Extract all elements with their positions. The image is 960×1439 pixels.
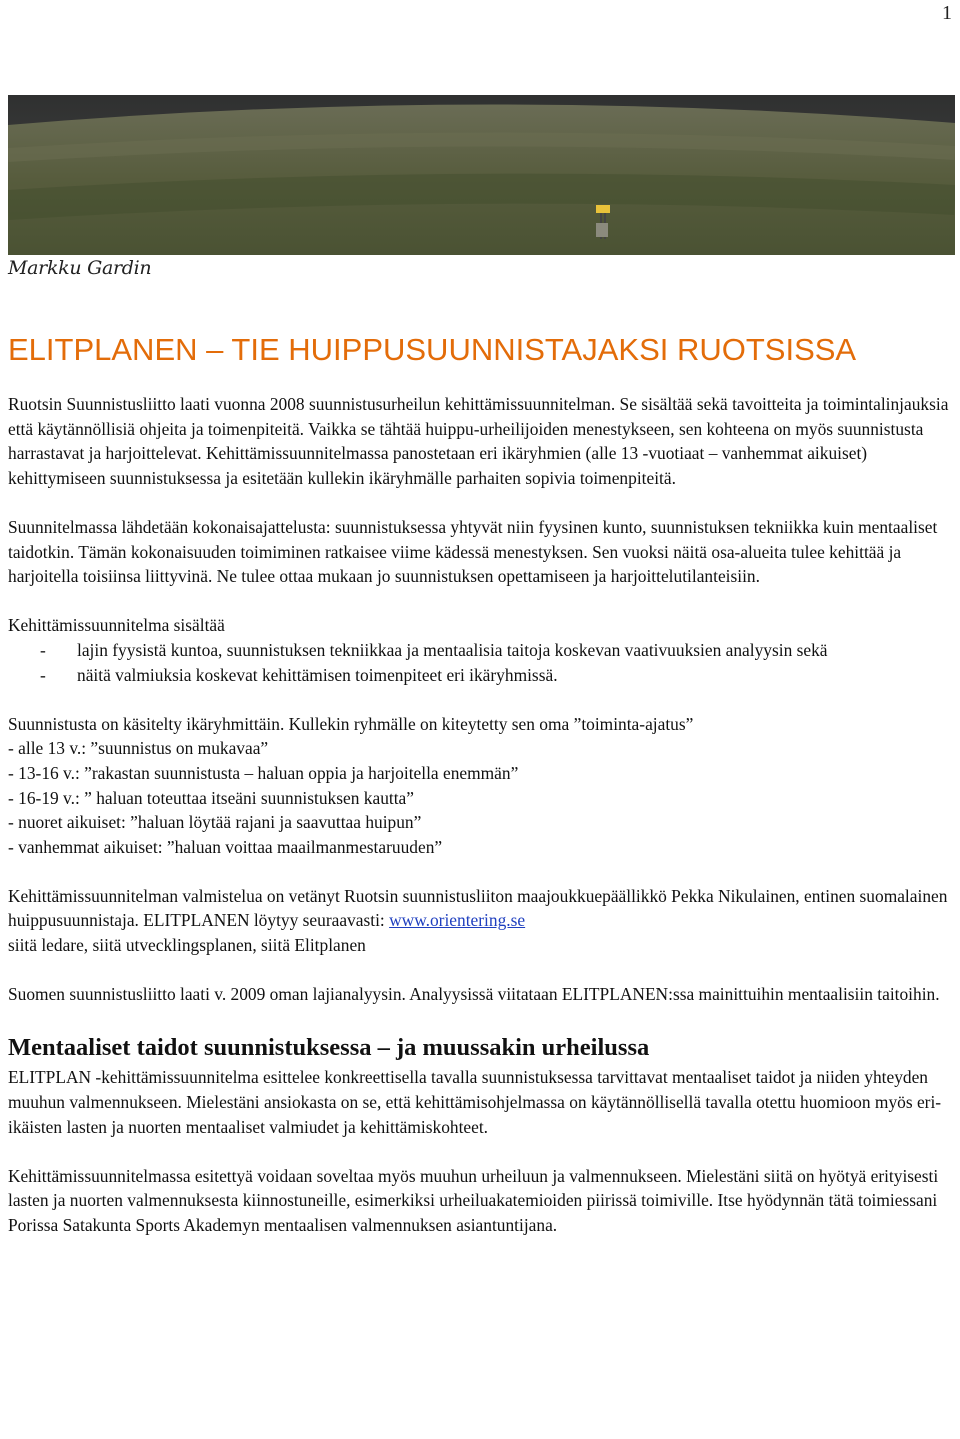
age-group-line: - 13-16 v.: ”rakastan suunnistusta – haluan oppia ja harjoitella enemmän” bbox=[8, 762, 519, 783]
page-number: 1 bbox=[942, 2, 952, 24]
age-group-line: - vanhemmat aikuiset: ”haluan voittaa maailmanmestaruuden” bbox=[8, 836, 443, 857]
article bbox=[8, 330, 953, 1238]
header-photo bbox=[8, 95, 955, 255]
contains-label: Kehittämissuunnitelma sisältää bbox=[8, 615, 225, 636]
age-group-line: - nuoret aikuiset: ”haluan löytää rajani ja saavuttaa huipun” bbox=[8, 812, 422, 833]
list-dash: - bbox=[40, 664, 46, 685]
preparation-text: Kehittämissuunnitelman valmistelua on vetänyt Ruotsin suunnistusliiton maajoukkuepäällikkö Pekka Nikulainen, entinen suomalainen huippusuunnistaja. ELITPLANEN löytyy seuraavasti: bbox=[8, 885, 948, 931]
mental-skills-paragraph: ELITPLAN -kehittämissuunnitelma esittelee konkreettisella tavalla suunnistuksessa tarvittavat mentaaliset taidot ja niiden yhteyden muuhun valmennukseen. Mielestäni ansiokasta on se, että kehittämisohjelmassa on käytännöllisellä tavalla otettu huomioon myös eri-ikäisten lasten ja nuorten mentaaliset valmiudet ja kehittämiskohteet. bbox=[8, 1067, 942, 1137]
author-signature: Markku Gardin bbox=[8, 257, 152, 279]
list-item-text: näitä valmiuksia koskevat kehittämisen toimenpiteet eri ikäryhmissä. bbox=[77, 664, 558, 685]
application-paragraph: Kehittämissuunnitelmassa esitettyä voidaan soveltaa myös muuhun urheiluun ja valmennukseen. Mielestäni siitä on hyötyä erityisesti lasten ja nuorten valmennuksesta kiinnostuneille, esimerkiksi urheiluakatemioiden piirissä toimiville. Itse hyödynnän tätä toimiessani Porissa Satakunta Sports Akademyn mentaalisen valmennuksen asiantuntijana. bbox=[8, 1165, 939, 1235]
page-title: ELITPLANEN – TIE HUIPPUSUUNNISTAJAKSI RUOTSISSA bbox=[8, 332, 857, 367]
orientering-link[interactable]: www.orientering.se bbox=[389, 910, 526, 931]
age-group-line: - 16-19 v.: ” haluan toteuttaa itseäni suunnistuksen kautta” bbox=[8, 787, 414, 808]
list-item-text: lajin fyysistä kuntoa, suunnistuksen tekniikkaa ja mentaalisia taitoja koskevan vaativuuksien analyysin sekä bbox=[77, 639, 828, 660]
list-item bbox=[8, 638, 953, 663]
age-group-line: - alle 13 v.: ”suunnistus on mukavaa” bbox=[8, 738, 269, 759]
age-groups-intro: Suunnistusta on käsitelty ikäryhmittäin. Kullekin ryhmälle on kiteytetty sen oma ”toiminta-ajatus” bbox=[8, 713, 694, 734]
list-item bbox=[8, 663, 953, 688]
landscape-image bbox=[8, 95, 955, 255]
contains-list bbox=[8, 638, 953, 687]
paragraph-holistic: Suunnitelmassa lähdetään kokonaisajattelusta: suunnistuksessa yhtyvät niin fyysinen kunto, suunnistuksen tekniikka kuin mentaaliset taidotkin. Tämän kokonaisuuden toimiminen ratkaisee viime kädessä menestyksen. Sen vuoksi näitä osa-alueita tulee kehittää ja harjoitella toisiinsa liittyvinä. Ne tulee ottaa mukaan jo suunnistuksen opettamiseen ja harjoittelutilanteisiin. bbox=[8, 516, 938, 587]
preparation-paragraph bbox=[8, 884, 953, 958]
intro-paragraph: Ruotsin Suunnistusliitto laati vuonna 2008 suunnistusurheilun kehittämissuunnitelman. Se sisältää sekä tavoitteita ja toimintalinjauksia että käytännöllisiä ohjeita ja toimenpiteitä. Vaikka se tähtää huippu-urheilijoiden menestykseen, sen kohteena on myös suunnistusta harrastavat ja harjoittelevat. Kehittämissuunnitelmassa panostetaan eri ikäryhmien (alle 13 -vuotiaat – vanhemmat aikuiset) kehittymiseen suunnistuksessa ja esitetään kullekin ikäryhmälle parhaiten sopivia toimenpiteitä. bbox=[8, 394, 949, 488]
list-dash: - bbox=[40, 639, 46, 660]
section-heading: Mentaaliset taidot suunnistuksessa – ja muussakin urheilussa bbox=[8, 1034, 650, 1062]
finland-analysis-paragraph: Suomen suunnistusliitto laati v. 2009 oman lajianalyysin. Analyysissä viitataan ELITPLANEN:ssa mainittuihin mentaalisiin taitoihin. bbox=[8, 984, 940, 1005]
navigation-path: siitä ledare, siitä utvecklingsplanen, siitä Elitplanen bbox=[8, 935, 366, 956]
